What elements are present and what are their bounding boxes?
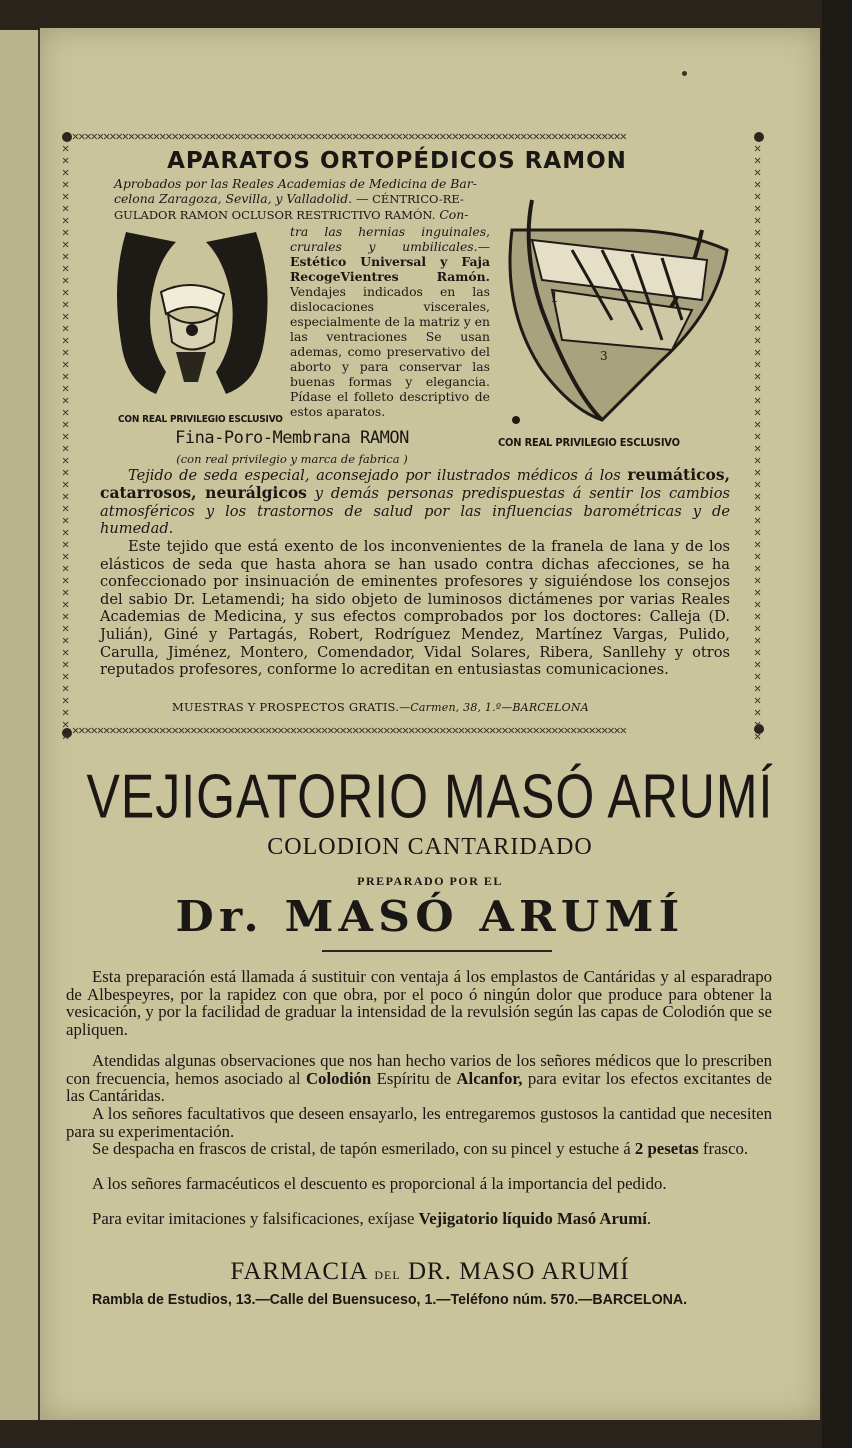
para-text: . [646, 1209, 652, 1228]
book-edge [822, 0, 852, 1448]
ramon-title: APARATOS ORTOPÉDICOS RAMON [167, 148, 627, 174]
muestras-line [172, 700, 589, 714]
para-text: para evitar los efectos excitantes de las Cantáridas. [66, 1068, 772, 1105]
para-text: Atendidas algunas observaciones que nos han hecho varios de los señores médicos que lo prescriben con frecuencia, hemos asociado al [66, 1051, 772, 1088]
caption-right: CON REAL PRIVILEGIO ESCLUSIVO [498, 436, 680, 449]
intro-line: GULADOR RAMON OCLUSOR RESTRICTIVO RAMÓN. [114, 208, 436, 222]
para-bold: Alcanfor, [456, 1068, 523, 1088]
para-text: frasco. [698, 1139, 749, 1158]
para-bold: Vejigatorio líquido Masó Arumí [418, 1209, 647, 1228]
paper-spot [682, 71, 687, 76]
intro-line: Con- [435, 207, 469, 222]
intro-line: celona Zaragoza, Sevilla, y Valladolid. — [114, 191, 369, 206]
para-text: Tejido de seda especial, aconsejado por ilustrados médicos á los [128, 467, 628, 484]
farmacia-address: Rambla de Estudios, 13.—Calle del Buensuceso, 1.—Teléfono núm. 570.—BARCELONA. [92, 1292, 688, 1308]
preparado-label: PREPARADO POR EL [357, 874, 503, 888]
fina-title: Fina-Poro-Membrana RAMON [175, 428, 409, 448]
frame-border-bottom: ✕✕✕✕✕✕✕✕✕✕✕✕✕✕✕✕✕✕✕✕✕✕✕✕✕✕✕✕✕✕✕✕✕✕✕✕✕✕✕✕✕✕✕✕✕✕✕✕✕✕✕✕✕✕✕✕✕✕✕✕✕✕✕✕✕✕✕✕✕✕✕✕✕✕✕✕✕✕✕✕✕✕✕✕✕✕✕✕✕ [72, 723, 626, 737]
intro-line: CÉNTRICO-RE- [368, 192, 464, 206]
intro-line: Aprobados por las Reales Academias de Medicina de Bar- [114, 176, 477, 191]
para-text: Espíritu de [371, 1068, 457, 1088]
ramon-intro [114, 176, 490, 223]
fina-subtitle: (con real privilegio y marca de fabrica ) [176, 452, 408, 466]
frame-border-left: ✕✕✕✕✕✕✕✕✕✕✕✕✕✕✕✕✕✕✕✕✕✕✕✕✕✕✕✕✕✕✕✕✕✕✕✕✕✕✕✕✕✕✕✕✕✕✕✕✕✕ [62, 141, 69, 743]
frame-border-right: ✕✕✕✕✕✕✕✕✕✕✕✕✕✕✕✕✕✕✕✕✕✕✕✕✕✕✕✕✕✕✕✕✕✕✕✕✕✕✕✕✕✕✕✕✕✕✕✕✕✕ [754, 141, 761, 743]
maso-paragraph-6 [66, 1210, 772, 1228]
side-text: Vendajes indicados en las dislocaciones viscerales, especialmente de la matriz y en las ventraciones Se usan ademas, como preservativo del aborto y para conservar las buenas formas y elegancia. Pídase el folleto descriptivo de estos aparatos. [290, 284, 490, 419]
maso-paragraph-2 [66, 1052, 772, 1105]
para-text: Se despacha en frascos de cristal, de tapón esmerilado, con su pincel y estuche á [92, 1139, 635, 1158]
ramon-side-text [290, 224, 490, 419]
farmacia-del: del [374, 1264, 401, 1283]
para-bold: Colodión [305, 1068, 372, 1088]
maso-paragraph-3: A los señores facultativos que deseen ensayarlo, les entregaremos gustosos la cantidad que necesiten para su experimentación. [66, 1104, 772, 1141]
ramon-ad-frame [62, 129, 762, 743]
svg-text:1: 1 [550, 290, 559, 306]
vejigatorio-subtitle: COLODION CANTARIDADO [267, 834, 593, 860]
para-text: y demás personas predispuestas á sentir los cambios atmosféricos y los trastornos de salud por las influencias barométricas y de humedad. [100, 485, 730, 538]
muestras-address: —Carmen, 38, 1.º—BARCELONA [399, 701, 589, 714]
muestras-text: MUESTRAS Y PROSPECTOS GRATIS. [172, 700, 400, 714]
side-text: tra las hernias inguinales, crurales y umbilicales.— [290, 224, 490, 254]
para-text: Para evitar imitaciones y falsificaciones, exíjase [92, 1209, 419, 1228]
caption-left: CON REAL PRIVILEGIO ESCLUSIVO [118, 414, 283, 425]
fina-paragraph-2: Este tejido que está exento de los inconvenientes de la franela de lana y de los elásticos de seda que hasta ahora se han usado contra dichas afecciones, se ha confeccionado por insinuación de eminentes profesores y siguiéndose los consejos del sabio Dr. Letamendi; ha sido objeto de luminosos dictámenes por varias Reales Academias de Medicina, y sus efectos comprobados por los doctores: Calleja (D. Julián), Giné y Partagás, Robert, Rodríguez Mendez, Martínez Vargas, Pulido, Carulla, Jiménez, Montero, Comendador, Vidal Solares, Ribera, Sanllehy y otros reputados profesores, conforme lo acreditan en entusiastas comunicaciones. [100, 538, 730, 679]
farmacia-name: DR. MASO ARUMÍ [407, 1258, 630, 1285]
side-text: Estético Universal y Faja RecogeVientres Ramón. [290, 254, 490, 284]
farmacia-line [40, 1258, 820, 1286]
maso-paragraph-5: A los señores farmacéuticos el descuento es proporcional á la importancia del pedido. [92, 1174, 667, 1193]
doctor-name: Dr. MASÓ ARUMÍ [175, 892, 685, 941]
para-bold: 2 pesetas [634, 1139, 699, 1158]
farmacia-word: FARMACIA [230, 1258, 368, 1285]
truss-illustration-icon [106, 222, 276, 402]
para-bold: reumáticos, catarrosos, neurálgicos [100, 465, 730, 503]
facing-page-edge [0, 30, 40, 1420]
girdle-illustration-icon [502, 190, 732, 430]
maso-paragraph-1: Esta preparación está llamada á sustituir con ventaja á los emplastos de Cantáridas y al esparadrapo de Albespeyres, por la rapidez con que obra, por el poco ó ningún dolor que produce para obtener la vesicación, y por la facilidad de graduar la intensidad de la revulsión según las capas de Colodión que se apliquen. [66, 967, 772, 1039]
divider-rule [322, 950, 552, 952]
svg-text:3: 3 [600, 349, 608, 363]
maso-paragraph-4 [66, 1140, 772, 1158]
vejigatorio-title: VEJIGATORIO MASÓ ARUMÍ [86, 761, 774, 832]
fina-paragraph-1 [100, 466, 730, 538]
frame-border-top: ✕✕✕✕✕✕✕✕✕✕✕✕✕✕✕✕✕✕✕✕✕✕✕✕✕✕✕✕✕✕✕✕✕✕✕✕✕✕✕✕✕✕✕✕✕✕✕✕✕✕✕✕✕✕✕✕✕✕✕✕✕✕✕✕✕✕✕✕✕✕✕✕✕✕✕✕✕✕✕✕✕✕✕✕✕✕✕✕✕ [72, 129, 626, 143]
